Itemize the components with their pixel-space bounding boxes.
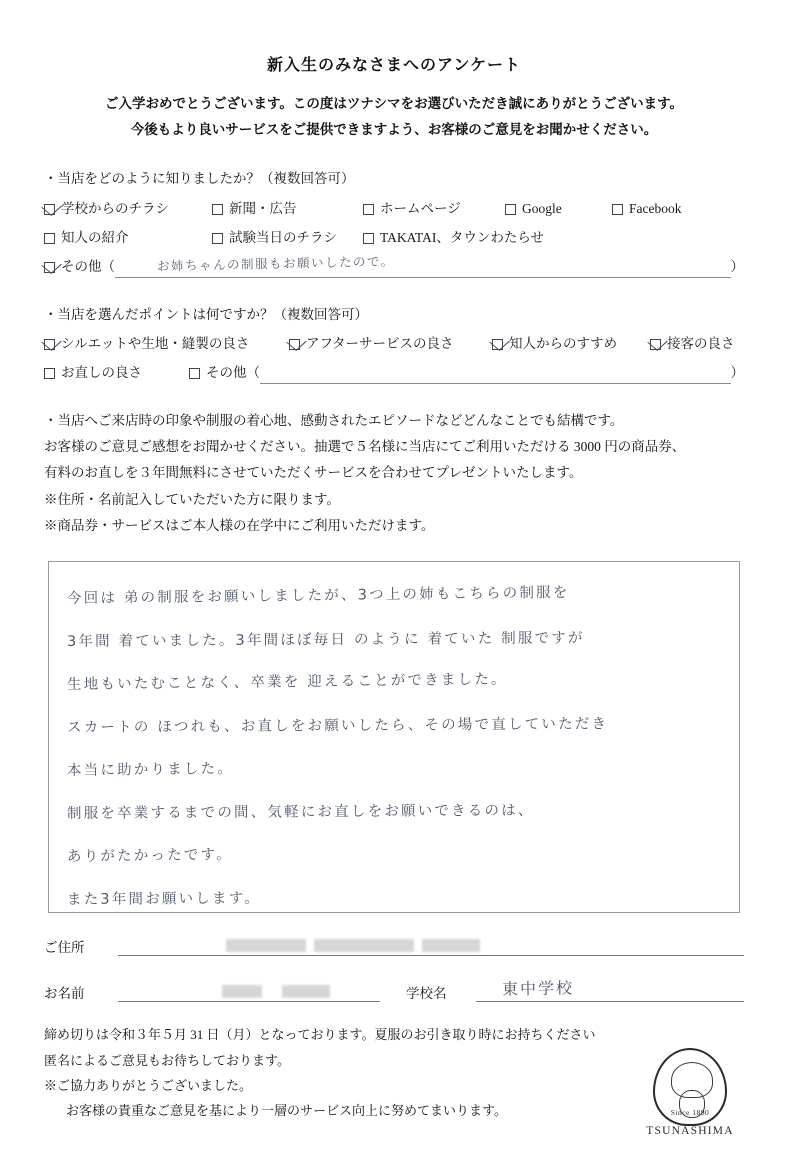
name-label: お名前 (44, 986, 85, 1002)
write-in-rule (260, 370, 731, 384)
checkbox-checked-icon[interactable] (44, 339, 55, 350)
option-label: Facebook (629, 200, 682, 216)
option-facebook[interactable] (612, 199, 681, 219)
checkbox-icon[interactable] (212, 233, 223, 244)
question-2-other-close-paren: ） (730, 365, 744, 381)
instruction-line-3: 有料のお直しを３年間無料にさせていただくサービスを合わせてプレゼントいたします。 (44, 465, 583, 481)
checkbox-icon[interactable] (44, 368, 55, 379)
checkbox-icon[interactable] (189, 368, 200, 379)
option-label: 知人からのすすめ (509, 336, 618, 352)
survey-page (0, 52, 788, 1173)
instruction-line-5: ※商品券・サービスはご本人様の在学中にご利用いただけます。 (44, 517, 435, 533)
question-2-options-row-1 (44, 334, 744, 354)
question-1-title: ・当店をどのように知りましたか？（複数回答可） (44, 171, 355, 187)
question-1-other-close-paren: ） (730, 259, 744, 275)
option-alteration-quality[interactable] (44, 363, 189, 383)
address-input[interactable] (118, 933, 744, 956)
option-google[interactable] (505, 199, 612, 219)
checkbox-icon[interactable] (212, 204, 223, 215)
option-label: TAKATAI、タウンわたらせ (380, 230, 544, 246)
tsunashima-logo (638, 1048, 742, 1137)
checkbox-checked-icon[interactable] (44, 262, 55, 273)
option-recommendation[interactable] (492, 334, 650, 354)
lead-line-1: ご入学おめでとうございます。この度はツナシマをお選びいただき誠にありがとうございます。 (104, 96, 684, 111)
school-input[interactable] (476, 976, 744, 1002)
footer-line-2: 匿名によるご意見もお待ちしております。 (44, 1052, 290, 1068)
handwritten-comment (67, 578, 725, 913)
school-label: 学校名 (406, 986, 447, 1002)
address-row (44, 933, 744, 956)
redaction-block (314, 939, 414, 952)
checkbox-icon[interactable] (44, 233, 55, 244)
instruction-line-1: ・当店へご来店時の印象や制服の着心地、感動されたエピソードなどどんなことでも結構です。 (44, 412, 624, 428)
address-label: ご住所 (44, 940, 85, 956)
lead-paragraph (44, 91, 744, 142)
question-2 (44, 304, 744, 384)
option-other[interactable] (44, 257, 115, 277)
footer-line-4: お客様の貴重なご意見を基により一層のサービス向上に努めてまいります。 (66, 1103, 507, 1119)
checkbox-checked-icon[interactable] (44, 204, 55, 215)
question-1-other-input[interactable] (115, 253, 731, 278)
question-2-other-input[interactable] (260, 370, 731, 384)
option-label: お直しの良さ (61, 365, 142, 381)
option-label: 試験当日のチラシ (229, 230, 337, 246)
option-label: アフターサービスの良さ (306, 336, 454, 352)
option-silhouette-fabric[interactable] (44, 334, 289, 354)
option-customer-service[interactable] (650, 334, 735, 354)
lead-line-2: 今後もより良いサービスをご提供できますよう、お客様のご意見をお聞かせください。 (130, 121, 658, 137)
logo-since-text: Since 1890 (670, 1108, 710, 1117)
redaction-block (226, 939, 306, 952)
option-newspaper-ad[interactable] (212, 199, 363, 219)
option-takatai-town[interactable] (363, 228, 544, 248)
footer-line-1: 締め切りは令和３年５月 31 日（月）となっております。夏服のお引き取り時にお持ちください (44, 1027, 596, 1043)
footer-line-3: ※ご協力ありがとうございました。 (44, 1077, 253, 1093)
option-after-service[interactable] (289, 334, 492, 354)
checkbox-icon[interactable] (363, 204, 374, 215)
comment-line: 3年間 着ていました。3年間ほぼ毎日 のように 着ていた 制服ですが (66, 630, 585, 651)
option-label: 接客の良さ (667, 336, 735, 352)
option-label: シルエットや生地・縫製の良さ (61, 336, 250, 352)
question-1-options-row-2 (44, 228, 744, 248)
option-label: 知人の紹介 (61, 230, 129, 246)
redaction-block (282, 985, 330, 998)
checkbox-icon[interactable] (505, 204, 516, 215)
question-3-instructions (44, 408, 744, 540)
instruction-line-2: お客様のご意見ご感想をお聞かせください。抽選で５名様に当店にてご利用いただける 3000 円の商品券、 (44, 439, 686, 455)
comment-line: また3年間お願いします。 (66, 890, 262, 909)
footer-notes (44, 1022, 644, 1123)
question-1-options-row-1 (44, 199, 744, 219)
comment-box[interactable] (48, 561, 740, 913)
checkbox-icon[interactable] (612, 204, 623, 215)
option-friend-referral[interactable] (44, 228, 212, 248)
instruction-line-4: ※住所・名前記入していただいた方に限ります。 (44, 491, 340, 507)
name-school-row (44, 976, 744, 1002)
comment-line: 今回は 弟の制服をお願いしましたが、3つ上の姉もこちらの制服を (66, 585, 570, 608)
comment-line: 生地もいたむことなく、卒業を 迎えることができました。 (66, 671, 508, 694)
checkbox-checked-icon[interactable] (289, 339, 300, 350)
logo-brand-name: TSUNASHIMA (646, 1125, 734, 1137)
comment-line: 本当に助かりました。 (66, 761, 235, 780)
option-other[interactable] (189, 363, 260, 383)
question-2-title: ・当店を選んだポイントは何ですか？（複数回答可） (44, 306, 368, 322)
redaction-block (222, 985, 262, 998)
option-school-flyer[interactable] (44, 199, 212, 219)
comment-line: ありがたかったです。 (66, 847, 233, 866)
checkbox-icon[interactable] (363, 233, 374, 244)
handwritten-other-answer: お姉ちゃんの制服もお願いしたので。 (156, 253, 395, 274)
option-label: その他（ (206, 365, 260, 381)
redaction-block (422, 939, 480, 952)
option-label: その他（ (61, 259, 115, 275)
option-label: 学校からのチラシ (61, 200, 169, 216)
name-input[interactable] (118, 979, 380, 1002)
checkbox-checked-icon[interactable] (492, 339, 503, 350)
handwritten-school-name: 東中学校 (501, 978, 575, 999)
page-title: 新入生のみなさまへのアンケート (266, 57, 522, 74)
option-exam-day-flyer[interactable] (212, 228, 363, 248)
option-label: 新聞・広告 (229, 200, 297, 216)
option-label: ホームページ (380, 200, 461, 216)
comment-line: スカートの ほつれも、お直しをお願いしたら、その場で直していただき (66, 716, 609, 737)
option-homepage[interactable] (363, 199, 505, 219)
question-1-other-row (44, 253, 744, 277)
checkbox-checked-icon[interactable] (650, 339, 661, 350)
comment-line: 制服を卒業するまでの間、気軽にお直しをお願いできるのは、 (66, 803, 535, 823)
question-2-options-row-2 (44, 363, 744, 383)
question-1 (44, 168, 744, 277)
option-label: Google (522, 200, 562, 216)
